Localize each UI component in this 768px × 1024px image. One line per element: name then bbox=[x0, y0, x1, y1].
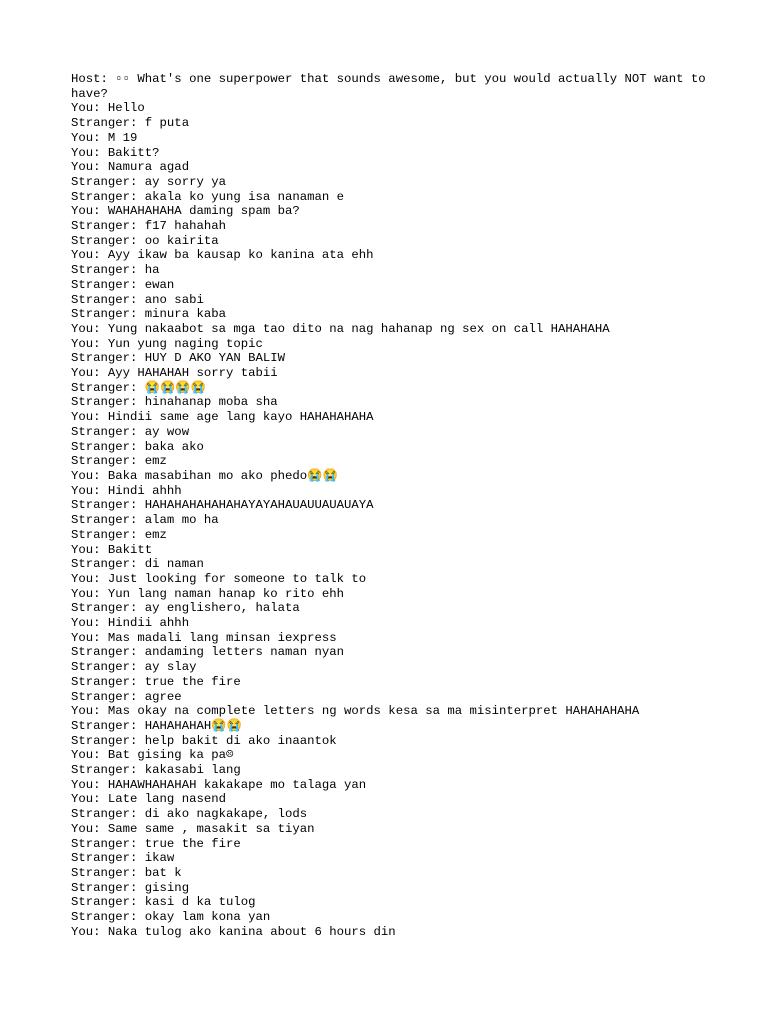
chat-message-line: You: Baka masabihan mo ako phedo😭😭 bbox=[71, 468, 338, 483]
chat-message-line: Stranger: true the fire bbox=[71, 836, 241, 851]
chat-message-line: You: Bat gising ka pa☹ bbox=[71, 748, 234, 763]
chat-message-line: Stranger: di naman bbox=[71, 557, 204, 572]
chat-message-line: You: WAHAHAHAHA daming spam ba? bbox=[71, 204, 300, 219]
chat-message-line: Stranger: true the fire bbox=[71, 674, 241, 689]
chat-message-line: You: Late lang nasend bbox=[71, 792, 226, 807]
chat-message-line: Stranger: hinahanap moba sha bbox=[71, 395, 278, 410]
chat-message-line: Stranger: oo kairita bbox=[71, 233, 219, 248]
chat-message-line: You: HAHAWHAHAHAH kakakape mo talaga yan bbox=[71, 777, 367, 792]
chat-message-line: Stranger: help bakit di ako inaantok bbox=[71, 733, 337, 748]
chat-message-line: Stranger: andaming letters naman nyan bbox=[71, 645, 345, 660]
chat-message-line: You: Yun yung naging topic bbox=[71, 336, 263, 351]
chat-message-line: Stranger: akala ko yung isa nanaman e bbox=[71, 189, 345, 204]
chat-message-line: You: M 19 bbox=[71, 130, 138, 145]
chat-message-line: Stranger: HAHAHAHAHAHAHAYAYAHAUAUUAUAUAYA bbox=[71, 498, 374, 513]
chat-message-line: You: Hello bbox=[71, 101, 145, 116]
chat-message-line: You: Mas madali lang minsan iexpress bbox=[71, 630, 337, 645]
chat-message-line: Stranger: ha bbox=[71, 263, 160, 278]
chat-message-line: Stranger: 😭😭😭😭 bbox=[71, 380, 207, 395]
chat-message-line: You: Bakitt bbox=[71, 542, 153, 557]
chat-message-line: You: Hindi ahhh bbox=[71, 483, 182, 498]
chat-message-line: Stranger: ay wow bbox=[71, 424, 190, 439]
chat-message-line: Stranger: ay slay bbox=[71, 660, 197, 675]
chat-message-line: Stranger: di ako nagkakape, lods bbox=[71, 807, 308, 822]
chat-message-line: Stranger: ewan bbox=[71, 277, 175, 292]
chat-message-line: You: Ayy ikaw ba kausap ko kanina ata ehh bbox=[71, 248, 374, 263]
chat-message-line: You: Mas okay na complete letters ng words kesa sa ma misinterpret HAHAHAHAHA bbox=[71, 704, 640, 719]
chat-message-line: Stranger: agree bbox=[71, 689, 182, 704]
chat-message-line: Stranger: baka ako bbox=[71, 439, 204, 454]
chat-message-line: Stranger: gising bbox=[71, 880, 190, 895]
chat-message-line: Stranger: f puta bbox=[71, 116, 190, 131]
chat-message-line: You: Hindii ahhh bbox=[71, 616, 190, 631]
chat-message-line: Stranger: emz bbox=[71, 454, 167, 469]
chat-message-line: Stranger: ay englishero, halata bbox=[71, 601, 300, 616]
chat-transcript bbox=[71, 72, 714, 939]
chat-message-line: Stranger: HAHAHAHAH😭😭 bbox=[71, 718, 242, 733]
chat-message-line: Stranger: kakasabi lang bbox=[71, 763, 241, 778]
chat-message-line: Stranger: okay lam kona yan bbox=[71, 910, 271, 925]
chat-message-line: You: Naka tulog ako kanina about 6 hours din bbox=[71, 924, 396, 939]
chat-message-line: Stranger: bat k bbox=[71, 865, 182, 880]
chat-message-line: Stranger: kasi d ka tulog bbox=[71, 895, 256, 910]
chat-message-line: You: Yung nakaabot sa mga tao dito na nag hahanap ng sex on call HAHAHAHA bbox=[71, 321, 610, 336]
chat-message-line: Stranger: minura kaba bbox=[71, 307, 226, 322]
chat-message-line: Stranger: emz bbox=[71, 527, 167, 542]
chat-message-line: Stranger: f17 hahahah bbox=[71, 219, 226, 234]
chat-message-line: Stranger: HUY D AKO YAN BALIW bbox=[71, 351, 286, 366]
chat-message-line: You: Bakitt? bbox=[71, 145, 160, 160]
chat-message-line: You: Just looking for someone to talk to bbox=[71, 571, 367, 586]
chat-message-line: Stranger: ay sorry ya bbox=[71, 174, 226, 189]
chat-message-line: Host: ▫▫ What's one superpower that sounds awesome, but you would actually NOT want to have? bbox=[71, 72, 714, 101]
chat-message-line: Stranger: alam mo ha bbox=[71, 513, 219, 528]
chat-message-line: You: Namura agad bbox=[71, 160, 190, 175]
chat-message-line: You: Same same , masakit sa tiyan bbox=[71, 821, 315, 836]
chat-message-line: Stranger: ikaw bbox=[71, 851, 175, 866]
chat-message-line: You: Yun lang naman hanap ko rito ehh bbox=[71, 586, 345, 601]
chat-message-line: Stranger: ano sabi bbox=[71, 292, 204, 307]
chat-message-line: You: Ayy HAHAHAH sorry tabii bbox=[71, 366, 278, 381]
chat-message-line: You: Hindii same age lang kayo HAHAHAHAHA bbox=[71, 410, 374, 425]
